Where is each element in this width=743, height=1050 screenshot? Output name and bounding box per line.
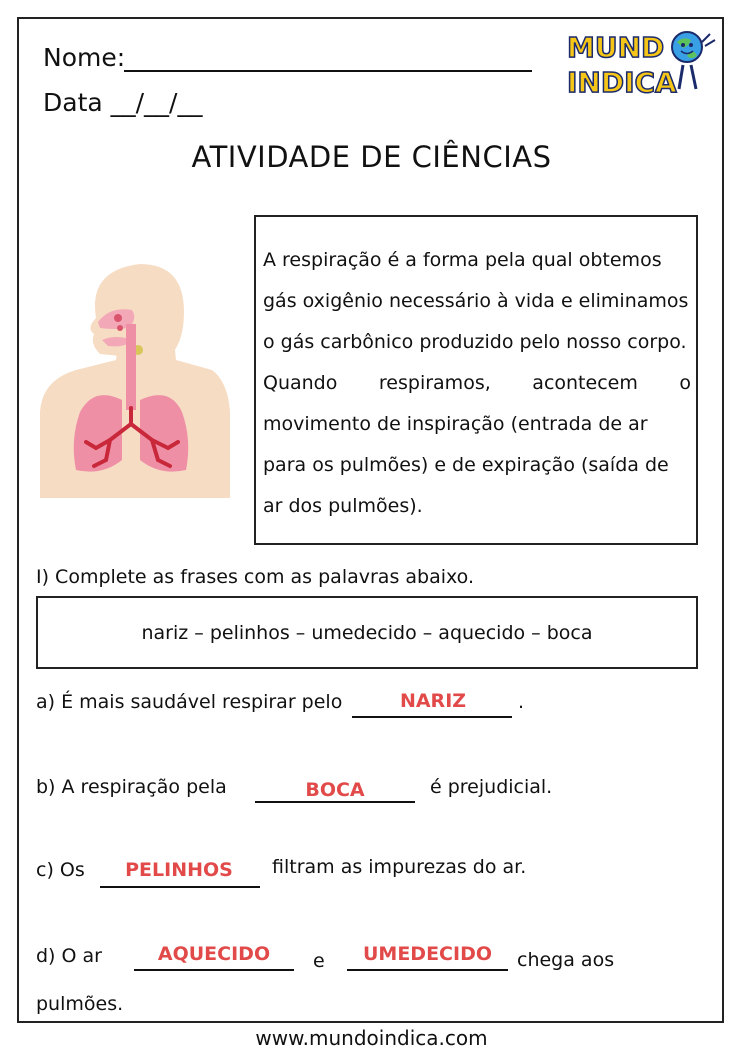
question-a-end: .	[518, 691, 525, 713]
question-b-answer: BOCA	[305, 779, 365, 801]
name-label: Nome:	[43, 43, 126, 72]
instruction-text: I) Complete as frases com as palavras abaixo.	[36, 566, 474, 588]
question-d-text: d) O ar	[36, 945, 102, 967]
info-line-4	[263, 372, 691, 394]
info-line-5: movimento de inspiração (entrada de ar	[263, 413, 648, 435]
svg-text:INDICA: INDICA	[567, 66, 677, 98]
info-line-3: o gás carbônico produzido pelo nosso corpo.	[263, 331, 687, 353]
name-blank-line[interactable]	[124, 48, 532, 72]
info-line-6: para os pulmões) e de expiração (saída de	[263, 454, 669, 476]
info-word: o	[679, 372, 691, 394]
question-d-answer-2: UMEDECIDO	[362, 943, 492, 965]
question-a-text: a) É mais saudável respirar pelo	[36, 691, 343, 713]
footer-url[interactable]: www.mundoindica.com	[255, 1026, 488, 1050]
svg-text:MUND: MUND	[567, 31, 665, 64]
date-label: Data __/__/__	[43, 88, 203, 117]
info-word: acontecem	[532, 372, 638, 394]
info-line-2: gás oxigênio necessário à vida e eliminamos	[263, 290, 689, 312]
page-title: ATIVIDADE DE CIÊNCIAS	[191, 140, 552, 174]
info-word: respiramos,	[378, 372, 491, 394]
question-d-answer-1: AQUECIDO	[157, 943, 271, 965]
word-bank	[36, 596, 698, 669]
question-c-answer: PELINHOS	[125, 859, 233, 881]
question-d-middle: e	[313, 950, 325, 972]
question-b-text: b) A respiração pela	[36, 776, 227, 798]
respiratory-system-illustration	[36, 262, 232, 498]
word-bank-text: nariz – pelinhos – umedecido – aquecido – boca	[141, 621, 593, 644]
question-c-end: filtram as impurezas do ar.	[272, 856, 527, 878]
mundo-indica-logo	[565, 30, 725, 98]
info-line-1: A respiração é a forma pela qual obtemos	[263, 249, 662, 271]
info-line-7: ar dos pulmões).	[263, 495, 423, 517]
info-box	[254, 215, 698, 545]
question-b-end: é prejudicial.	[430, 776, 553, 798]
info-word: Quando	[263, 372, 338, 394]
question-d-line2: pulmões.	[36, 993, 124, 1015]
question-c-text: c) Os	[36, 859, 85, 881]
question-a-answer: NARIZ	[399, 690, 467, 712]
question-d-end: chega aos	[517, 949, 615, 971]
